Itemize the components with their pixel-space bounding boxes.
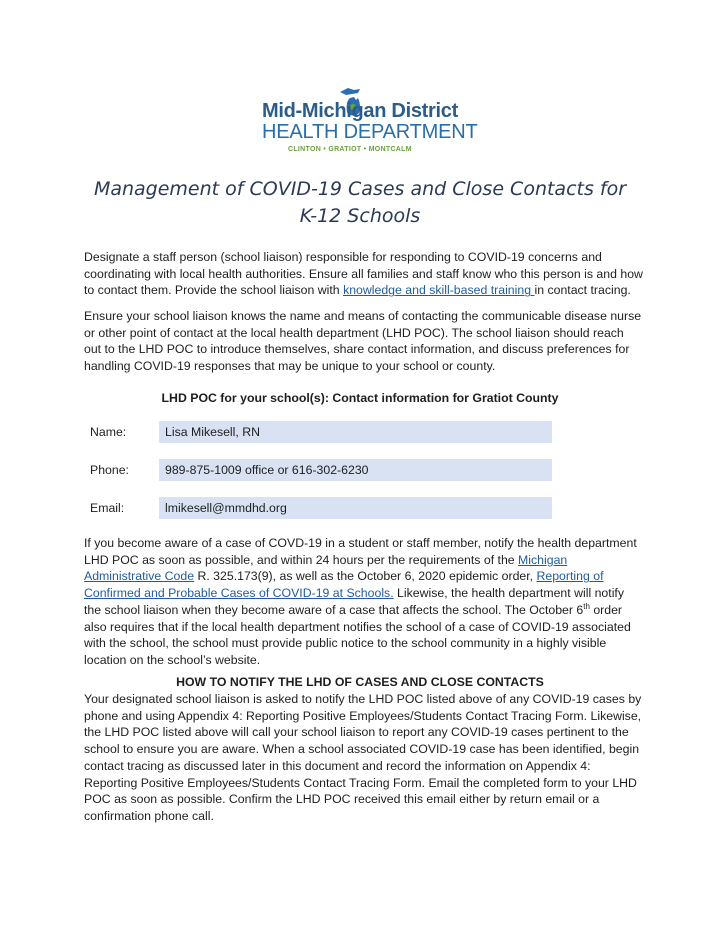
poc-email-row bbox=[84, 497, 584, 519]
paragraph-text: If you become aware of a case of COVD-19 in a student or staff member, notify the health department LHD POC as soon as possible, and within 24 hours per the requirements of the bbox=[84, 536, 637, 567]
logo-line-health-department: HEALTH DEPARTMENT bbox=[262, 121, 478, 143]
phone-field[interactable]: 989-875-1009 office or 616-302-6230 bbox=[159, 459, 552, 481]
paragraph-case-notification bbox=[84, 535, 644, 669]
name-label: Name: bbox=[90, 425, 127, 439]
paragraph-text: in contact tracing. bbox=[534, 283, 631, 298]
paragraph-text: R. 325.173(9), as well as the October 6, 2020 epidemic order, bbox=[194, 569, 537, 584]
title-line-2: K-12 Schools bbox=[299, 205, 421, 227]
title-line-1: Management of COVID-19 Cases and Close Contacts for bbox=[93, 178, 627, 200]
paragraph-how-to-notify: Your designated school liaison is asked to notify the LHD POC listed above of any COVID-19 cases by phone and using Appendix 4: Reporting Positive Employees/Students Contact Tracing Form. Likewise, the LHD POC listed above will call your school liaison to report any COVID-19 cases pertinent to the school to ensure you are aware. When a school associated COVID-19 case has been identified, begin contact tracing as discussed later in this document and record the information on Appendix 4: Reporting Positive Employees/Students Contact Tracing Form. Email the completed form to your LHD POC as soon as possible. Confirm the LHD POC received this email either by return email or a confirmation phone call. bbox=[84, 692, 642, 823]
email-label: Email: bbox=[90, 501, 125, 515]
mmdhd-logo bbox=[258, 84, 478, 156]
paragraph-school-liaison bbox=[84, 249, 644, 299]
paragraph-text: Designate a staff person (school liaison) responsible for responding to COVID-19 concerns and coordinating with local health authorities. Ensure all families and staff know who this person is and how to contact them. Provide the school liaison with bbox=[84, 250, 643, 298]
logo-line-counties: CLINTON • GRATIOT • MONTCALM bbox=[288, 146, 412, 153]
superscript-th: th bbox=[583, 601, 590, 611]
document-title bbox=[80, 176, 640, 230]
reporting-cases-link[interactable]: Reporting of Confirmed and Probable Cases of COVID-19 at Schools. bbox=[84, 569, 604, 601]
paragraph-text: order also requires that if the local health department notifies the school of a case of COVID-19 associated with the school, the school must provide public notice to the school community in a highly visible location on the school’s website. bbox=[84, 602, 631, 667]
logo-line-district: Mid-Michigan District bbox=[262, 100, 458, 122]
phone-label: Phone: bbox=[90, 463, 129, 477]
paragraph-text: Likewise, the health department will notify the school liaison when they become aware of a case that affects the school. The October 6 bbox=[84, 586, 624, 617]
paragraph-lhd-poc: Ensure your school liaison knows the name and means of contacting the communicable disease nurse or other point of contact at the local health department (LHD POC). The school liaison should reach out to the LHD POC to introduce themselves, share contact information, and discuss preferences for handling COVID-19 responses that may be unique to your school or county. bbox=[84, 309, 642, 374]
how-to-notify-heading: HOW TO NOTIFY THE LHD OF CASES AND CLOSE CONTACTS bbox=[176, 675, 544, 689]
email-field[interactable]: lmikesell@mmdhd.org bbox=[159, 497, 552, 519]
poc-heading: LHD POC for your school(s): Contact information for Gratiot County bbox=[161, 391, 559, 405]
training-link[interactable]: knowledge and skill-based training bbox=[343, 283, 535, 298]
poc-phone-row bbox=[84, 459, 584, 481]
poc-name-row bbox=[84, 421, 584, 443]
michigan-admin-code-link[interactable]: Michigan Administrative Code bbox=[84, 552, 568, 584]
name-field[interactable]: Lisa Mikesell, RN bbox=[159, 421, 552, 443]
